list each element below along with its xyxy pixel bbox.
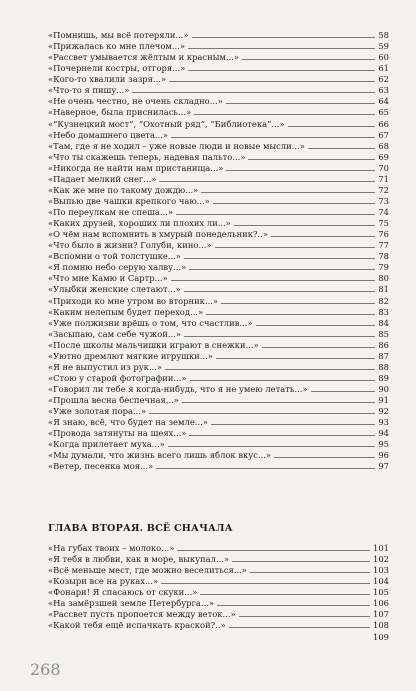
toc-entry bbox=[48, 543, 389, 554]
toc-entry bbox=[48, 63, 389, 74]
toc-entry-page: 81 bbox=[378, 284, 389, 295]
toc-entry-title: «Выпью две чашки крепкого чаю...» bbox=[48, 195, 210, 206]
dot-leader bbox=[189, 435, 375, 436]
toc-entry bbox=[48, 52, 389, 63]
toc-entry-title: «Небо домашнего цвета...» bbox=[48, 129, 169, 140]
dot-leader bbox=[211, 424, 375, 425]
toc-entry-title: «На губах твоих – молоко...» bbox=[48, 543, 175, 553]
toc-entry-page: 66 bbox=[378, 118, 389, 129]
toc-entry bbox=[48, 174, 389, 185]
toc-entry-page: 108 bbox=[373, 620, 389, 631]
toc-entry-title: «Какой тебя ещё испачкать краской?..» bbox=[48, 620, 226, 631]
toc-entry-title: «Мы думали, что жизнь всего лишь яблок вкус...» bbox=[48, 450, 272, 461]
toc-entry-title: «Я тебя в любви, как в море, выкупал...» bbox=[48, 554, 230, 565]
dot-leader bbox=[168, 446, 376, 447]
toc-list-chapter-two bbox=[48, 543, 389, 643]
toc-entry-title: «Никогда не найти нам пристанища...» bbox=[48, 162, 224, 173]
dot-leader bbox=[184, 336, 375, 337]
toc-entry-page: 74 bbox=[378, 207, 389, 217]
toc-entry-page: 82 bbox=[378, 295, 389, 306]
toc-entry-title: «Не очень честно, не очень складно...» bbox=[48, 96, 223, 107]
dot-leader bbox=[171, 280, 376, 281]
toc-entry bbox=[48, 340, 389, 351]
toc-entry-title: «Я знаю, всё, что будет на земле...» bbox=[48, 417, 208, 428]
toc-entry-title: «Стою у старой фотографии...» bbox=[48, 372, 187, 383]
toc-entry-page: 62 bbox=[378, 74, 389, 85]
toc-entry-title: «Что было в жизни? Голуби, кино...» bbox=[48, 240, 212, 251]
toc-entry bbox=[48, 384, 389, 395]
toc-entry-title: «Уже золотая пора...» bbox=[48, 406, 147, 417]
toc-entry-title: «Уже полжизни врёшь о том, что счастлив...» bbox=[48, 317, 253, 328]
toc-entry-title: «Засыпаю, сам себе чужой...» bbox=[48, 328, 181, 339]
toc-entry bbox=[48, 107, 389, 118]
toc-entry bbox=[48, 229, 389, 240]
toc-entry-page: 59 bbox=[378, 41, 389, 52]
toc-entry bbox=[48, 351, 389, 362]
toc-list-chapter-one bbox=[48, 30, 389, 473]
toc-entry-page: 60 bbox=[378, 52, 389, 63]
toc-entry-title: «“Кузнецкий мост”, “Охотный ряд”, “Библиотека”...» bbox=[48, 118, 285, 129]
toc-entry-page: 68 bbox=[378, 140, 389, 151]
dot-leader bbox=[221, 303, 375, 304]
toc-entry-page: 63 bbox=[378, 85, 389, 96]
dot-leader bbox=[288, 126, 376, 127]
toc-entry-title: «Рассвет пусть пропоется между веток...» bbox=[48, 609, 236, 620]
toc-entry-title: «Когда прилетает муха...» bbox=[48, 439, 165, 450]
toc-entry bbox=[48, 296, 389, 307]
dot-leader bbox=[216, 358, 375, 359]
toc-entry-page: 95 bbox=[378, 439, 389, 450]
toc-entry-page: 80 bbox=[378, 273, 389, 284]
dot-leader bbox=[234, 225, 376, 226]
dot-leader bbox=[274, 457, 375, 458]
toc-entry-page: 79 bbox=[378, 262, 389, 273]
toc-entry-title: «Прошла весна беспечная...» bbox=[48, 395, 179, 406]
toc-entry-title: «Почернели костры, отгоря...» bbox=[48, 63, 186, 74]
dot-leader bbox=[194, 114, 375, 115]
toc-entry bbox=[48, 554, 389, 565]
toc-entry-title: «Прижалась ко мне плечом...» bbox=[48, 41, 186, 52]
toc-entry bbox=[48, 163, 389, 174]
toc-entry bbox=[48, 428, 389, 439]
toc-entry bbox=[48, 417, 389, 428]
toc-entry-page: 94 bbox=[378, 428, 389, 439]
toc-entry bbox=[48, 240, 389, 251]
dot-leader bbox=[213, 203, 376, 204]
toc-entry-page: 77 bbox=[378, 240, 389, 251]
toc-entry bbox=[48, 85, 389, 96]
toc-entry-page: 73 bbox=[378, 195, 389, 206]
dot-leader bbox=[190, 380, 376, 381]
toc-entry-title: «Я не выпустил из рук...» bbox=[48, 361, 162, 372]
toc-entry bbox=[48, 152, 389, 163]
dot-leader bbox=[242, 59, 375, 60]
toc-entry-title: «О чём нам вспомнить в хмурый понедельник?..» bbox=[48, 229, 268, 240]
dot-leader bbox=[271, 236, 375, 237]
toc-entry-page: 88 bbox=[378, 361, 389, 372]
toc-entry-page: 85 bbox=[378, 328, 389, 339]
toc-entry bbox=[48, 96, 389, 107]
toc-entry-title: «Что мне Камю и Сартр...» bbox=[48, 273, 168, 284]
toc-entry-page: 76 bbox=[378, 229, 389, 240]
toc-entry bbox=[48, 461, 389, 472]
toc-entry-page: 109 bbox=[373, 631, 389, 642]
dot-leader bbox=[256, 325, 376, 326]
dot-leader bbox=[232, 561, 370, 562]
toc-entry-page: 70 bbox=[378, 162, 389, 173]
dot-leader bbox=[184, 258, 375, 259]
dot-leader bbox=[200, 594, 370, 595]
dot-leader bbox=[132, 92, 375, 93]
toc-entry-title: «Каких друзей, хороших ли плохих ли...» bbox=[48, 218, 231, 229]
dot-leader bbox=[189, 269, 375, 270]
dot-leader bbox=[156, 468, 375, 469]
dot-leader bbox=[226, 103, 376, 104]
dot-leader bbox=[201, 192, 375, 193]
toc-entry bbox=[48, 41, 389, 52]
dot-leader bbox=[161, 583, 370, 584]
dot-leader bbox=[215, 247, 376, 248]
toc-entry-page: 87 bbox=[378, 350, 389, 361]
toc-entry-page: 92 bbox=[378, 406, 389, 417]
toc-entry-title: «Каким нелепым будет переход...» bbox=[48, 306, 204, 317]
toc-entry-title: «Ветер, песенка моя...» bbox=[48, 461, 154, 472]
toc-entry-page: 69 bbox=[378, 151, 389, 162]
toc-entry bbox=[48, 450, 389, 461]
toc-entry bbox=[48, 30, 389, 41]
toc-entry bbox=[48, 373, 389, 384]
toc-entry-page: 83 bbox=[378, 306, 389, 317]
dot-leader bbox=[176, 214, 375, 215]
toc-entry-title: «Я помню небо серую халву...» bbox=[48, 262, 187, 273]
toc-entry-page: 106 bbox=[373, 598, 389, 609]
toc-entry bbox=[48, 74, 389, 85]
toc-entry bbox=[48, 251, 389, 262]
toc-entry bbox=[48, 185, 389, 196]
dot-leader bbox=[159, 181, 375, 182]
toc-entry-title: «Козыри все на руках...» bbox=[48, 576, 159, 587]
toc-entry-page: 89 bbox=[378, 372, 389, 383]
dot-leader bbox=[177, 550, 370, 551]
toc-entry-title: «По переулкам не спеша...» bbox=[48, 207, 173, 217]
dot-leader bbox=[229, 627, 370, 628]
toc-entry-title: «После школы мальчишки играют в снежки...» bbox=[48, 339, 259, 350]
toc-entry-title: «Рассвет умывается жёлтым и красным...» bbox=[48, 52, 239, 63]
toc-entry-page: 105 bbox=[373, 587, 389, 598]
dot-leader bbox=[169, 81, 375, 82]
dot-leader bbox=[206, 314, 375, 315]
dot-leader bbox=[149, 413, 375, 414]
toc-entry bbox=[48, 273, 389, 284]
toc-entry bbox=[48, 196, 389, 207]
page-number: 268 bbox=[30, 660, 61, 679]
toc-entry-page: 102 bbox=[373, 554, 389, 565]
dot-leader bbox=[262, 347, 376, 348]
dot-leader bbox=[171, 137, 375, 138]
toc-entry bbox=[48, 218, 389, 229]
toc-entry-title: «Кого-то хвалили зазря...» bbox=[48, 74, 167, 85]
toc-entry-page: 104 bbox=[373, 576, 389, 587]
dot-leader bbox=[165, 369, 375, 370]
toc-entry bbox=[48, 119, 389, 130]
toc-entry-title: «На замёрзшей земле Петербурга...» bbox=[48, 598, 215, 609]
toc-entry-page: 58 bbox=[378, 30, 389, 40]
toc-entry-page: 90 bbox=[378, 384, 389, 394]
toc-entry-page: 78 bbox=[378, 251, 389, 262]
toc-entry-title: «Наверное, была приснилась...» bbox=[48, 107, 192, 118]
dot-leader bbox=[311, 391, 376, 392]
toc-entry bbox=[48, 262, 389, 273]
dot-leader bbox=[182, 402, 375, 403]
toc-entry bbox=[48, 587, 389, 598]
toc-entry-title: «Улыбки женские слетают...» bbox=[48, 284, 181, 295]
toc-entry bbox=[48, 439, 389, 450]
dot-leader bbox=[188, 48, 375, 49]
dot-leader bbox=[239, 616, 370, 617]
toc-entry-title: «Там, где я не ходил – уже новые люди и новые мысли...» bbox=[48, 140, 305, 151]
toc-entry bbox=[48, 395, 389, 406]
toc-entry-page: 67 bbox=[378, 129, 389, 140]
toc-entry-page: 86 bbox=[378, 339, 389, 350]
toc-entry-page: 103 bbox=[373, 565, 389, 576]
toc-entry-title: «Вспомни о той толстушке...» bbox=[48, 251, 181, 262]
toc-entry bbox=[48, 130, 389, 141]
dot-leader bbox=[226, 170, 375, 171]
toc-entry-page: 65 bbox=[378, 107, 389, 118]
dot-leader bbox=[308, 148, 376, 149]
toc-entry-page: 97 bbox=[378, 461, 389, 472]
dot-leader bbox=[217, 605, 370, 606]
toc-entry-title: «Уютно дремлют мягкие игрушки...» bbox=[48, 350, 213, 361]
toc-entry bbox=[48, 565, 389, 576]
toc-entry bbox=[48, 207, 389, 218]
toc-entry-title: «Что ты скажешь теперь, надевая пальто...» bbox=[48, 151, 246, 162]
dot-leader bbox=[248, 159, 375, 160]
toc-entry-page: 71 bbox=[378, 173, 389, 184]
toc-entry bbox=[48, 406, 389, 417]
toc-entry bbox=[48, 141, 389, 152]
toc-entry-page: 61 bbox=[378, 63, 389, 74]
toc-entry-title: «Провода затянуты на шеях...» bbox=[48, 428, 187, 439]
toc-entry-title: «Приходи ко мне утром во вторник...» bbox=[48, 295, 219, 306]
toc-entry-page: 72 bbox=[378, 184, 389, 195]
toc-entry bbox=[48, 576, 389, 587]
toc-entry bbox=[48, 329, 389, 340]
dot-leader bbox=[192, 37, 376, 38]
toc-entry-title: «Говорил ли тебе я когда-нибудь, что я не умею летать...» bbox=[48, 384, 308, 394]
toc-entry-page: 96 bbox=[378, 450, 389, 461]
toc-entry-page: 84 bbox=[378, 317, 389, 328]
toc-entry-title: «Что-то я пишу...» bbox=[48, 85, 130, 96]
toc-entry bbox=[48, 598, 389, 609]
chapter-heading: ГЛАВА ВТОРАЯ. ВСЁ СНАЧАЛА bbox=[48, 523, 233, 534]
toc-entry-page: 107 bbox=[373, 609, 389, 620]
toc-entry bbox=[48, 632, 389, 643]
dot-leader bbox=[250, 572, 370, 573]
dot-leader bbox=[188, 70, 375, 71]
toc-entry-page: 101 bbox=[373, 543, 389, 553]
dot-leader bbox=[184, 291, 376, 292]
toc-entry-page: 93 bbox=[378, 417, 389, 428]
toc-entry-page: 91 bbox=[378, 395, 389, 406]
toc-entry bbox=[48, 318, 389, 329]
toc-entry-page: 64 bbox=[378, 96, 389, 107]
toc-entry bbox=[48, 307, 389, 318]
toc-entry-title: «Как же мне по такому дождю...» bbox=[48, 184, 199, 195]
toc-entry-page: 75 bbox=[378, 218, 389, 229]
toc-entry bbox=[48, 362, 389, 373]
toc-entry bbox=[48, 609, 389, 620]
toc-entry bbox=[48, 284, 389, 295]
toc-entry-title: «Всё меньше мест, где можно веселиться...» bbox=[48, 565, 247, 576]
toc-entry bbox=[48, 620, 389, 631]
toc-entry-title: «Фонари! Я спасаюсь от скуки...» bbox=[48, 587, 198, 598]
toc-entry-title: «Помнишь, мы всё потеряли...» bbox=[48, 30, 189, 40]
toc-entry-title: «Падает мелкий снег...» bbox=[48, 173, 157, 184]
